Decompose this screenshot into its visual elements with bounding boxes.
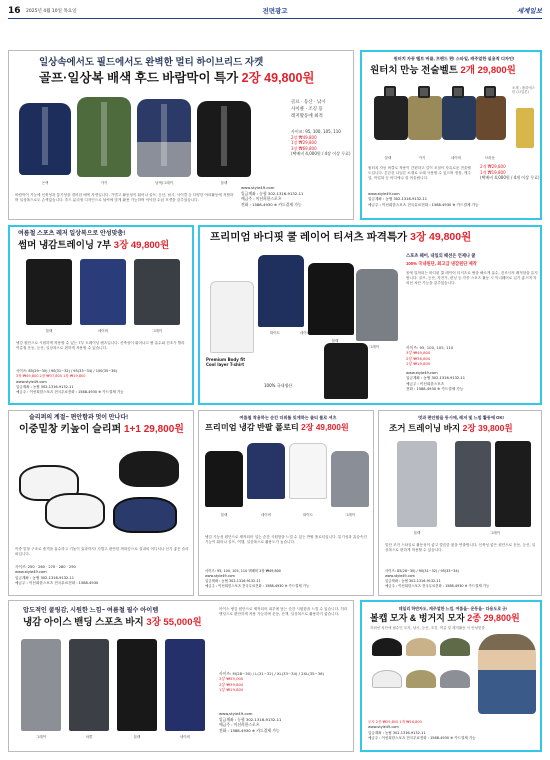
product-image-ice-pants — [15, 635, 211, 749]
color-label: 곤색 — [41, 181, 49, 185]
website-link[interactable]: www.style49.com — [385, 574, 415, 579]
polo-white-image — [289, 443, 327, 499]
ad-subtitle: 멋과 편안함을 동시에, 레저 및 느낌 활동에 OK! — [418, 415, 504, 420]
pants-navy-image — [80, 259, 126, 325]
color-label: 네이비 — [260, 513, 272, 517]
ad-title — [18, 240, 169, 252]
ad-title-price: 2장 39,800원 — [462, 423, 513, 433]
color-label: 브라운 — [484, 156, 496, 160]
color-label: 블랙 — [220, 513, 228, 517]
ad-note: 자외선 차단에 필수인 모자, 낚시, 등산, 조깅, 여름 및 레저활동 시 안성맞춤 — [370, 626, 485, 630]
website-link[interactable]: www.style49.com — [406, 371, 438, 375]
belt-khaki-image — [408, 96, 442, 140]
model-with-hat-image — [478, 634, 536, 714]
contact-block — [219, 711, 349, 734]
jacket-navy-gray-image — [137, 99, 191, 177]
ad-description: 냉감 원단으로 시원하게 착용할 수 있는 7부 트레이닝 팬츠입니다. 신축성이 뛰어나고 땀 흡수와 건조가 빨라 여름철 운동, 등산, 일상복으로 편하게 착용할 수 있습니다. — [16, 341, 185, 351]
polo-black-image — [205, 451, 243, 507]
belt-navy-image — [442, 96, 476, 140]
contact-block — [406, 371, 538, 393]
size-info: 사이즈: 250 · 260 · 270 · 280 · 290 — [15, 565, 76, 569]
website-link[interactable]: www.style49.com — [205, 574, 235, 579]
color-label: 화이트 — [269, 331, 281, 335]
ad-title-price: 3장 49,800원 — [410, 231, 472, 243]
color-label: 화이트 — [302, 513, 314, 517]
depositor: 예금주 : 이선희한스포츠 — [241, 196, 282, 202]
ad-title-text: 프리미엄 바디핏 쿨 레이어 티셔츠 파격특가 — [210, 231, 408, 243]
section-title: 전면광고 — [262, 7, 288, 15]
bank-account: 입금계좌 : 농협 302-1316-9132-11 — [368, 730, 426, 735]
ad-title-text: 볼캡 모자 & 벙거지 모자 — [370, 613, 465, 623]
contact-block — [368, 720, 540, 741]
phone-number[interactable]: 전화 : 1588-4930 ※ 카드결제 가능 — [406, 387, 464, 392]
ad-description: 바람막이 기능에 신축성과 통기성을 겸비한 배색 자켓입니다. 가볍고 활동성이 뛰어나 골프, 등산, 낚시, 사이클 등 다양한 야외활동에 적합하며 일상복으로도 손색없습니다. 후드 분리형 디자인으로 날씨에 맞게 활용 가능하며 넉넉한 수납 포켓을 갖추었습니다. — [15, 193, 234, 203]
color-label: 그레이 — [151, 329, 163, 333]
ad-title — [210, 231, 471, 244]
color-label: 네이비 — [299, 331, 311, 335]
depositor: 예금주 : 이선희한스포츠 전국무료전화 : 1588-4930 — [15, 581, 99, 586]
price-item: 3장 ₩69,800 — [291, 145, 317, 151]
bank-account: 입금계좌 : 농협 302-1316-9132-11 — [15, 575, 75, 580]
color-label: 블랙 — [133, 735, 141, 739]
ad-description: 냉감 기능성 원단으로 제작되어 입는 순간 시원함을 느낄 수 있는 반팔 폴로티입니다. 통기성과 흡습속건 기능이 뛰어나 골프, 여행, 일상복으로 활용도가 높습니다. — [205, 535, 367, 545]
ad-title-price: 2개 29,800원 — [460, 65, 516, 76]
buckle-image — [452, 86, 464, 98]
ad-title — [370, 65, 516, 77]
ad-caps-hats[interactable] — [360, 600, 542, 752]
feature-item: 사이클 · 조깅 등 — [291, 107, 323, 113]
ad-title-price: 2장 49,800원 — [241, 71, 315, 85]
material-note: 소재 : 폴리에스터 (나일론) — [512, 86, 535, 95]
ad-title-text: 원터치 만능 전술벨트 — [370, 65, 458, 76]
contact-block — [15, 565, 191, 587]
price-item: 1장 ₩29,800 — [291, 140, 317, 146]
bank-account: 입금계좌 : 농협 302-1316-9132-11 — [241, 190, 304, 196]
ad-headline: 스포츠 웨어, 내일의 패션은 언제나 쿨 — [406, 253, 476, 258]
tee-navy-image — [258, 255, 304, 327]
depositor: 예금주 : 이선희한스포츠 전국무료전화 : 1588-4930 ※ 카드결제 가능 — [385, 584, 490, 589]
slipper-black-image — [119, 451, 179, 487]
price-item: 2장 ₩39,800 — [219, 681, 244, 687]
bank-account: 입금계좌 : 농협 302-1316-9132-11 — [368, 197, 428, 202]
website-link[interactable]: www.style49.com — [368, 725, 399, 730]
pants-charcoal-image — [69, 639, 109, 731]
page-number: 16 — [8, 6, 21, 16]
ad-title-price: 2종 29,800원 — [467, 613, 520, 623]
price-item: 2장 ₩49,800 — [291, 134, 317, 140]
color-label: 차콜 — [85, 735, 93, 739]
website-link[interactable]: www.style49.com — [16, 379, 47, 384]
ad-jogger-pants[interactable] — [378, 410, 542, 596]
belt-black-image — [374, 96, 408, 140]
shipping-info: (택배비 4,000원 / 4장 이상 무료) — [291, 151, 351, 157]
website-link[interactable]: www.style49.com — [219, 711, 253, 716]
depositor: 예금주 : 이선희한스포츠 전국무료전화 : 1588-4930 ※ 카드결제 가능 — [16, 390, 124, 394]
shipping-info: (택배비 4,000원 / 4개 이상 무료) — [480, 175, 540, 181]
price-item: 2장 ₩36,800 — [406, 355, 431, 361]
buckle-image — [418, 86, 430, 98]
ad-title — [23, 617, 202, 629]
tee-black-image — [308, 263, 354, 335]
product-image-pants — [16, 257, 188, 339]
ad-title-text: 조거 트레이닝 바지 — [389, 423, 461, 433]
cap-gray-image — [440, 670, 470, 688]
ad-title-text: 냉감 아이스 밴딩 스포츠 바지 — [23, 617, 144, 628]
product-image-polos — [203, 437, 371, 537]
ad-title — [39, 71, 314, 87]
bank-account: 입금계좌 : 농협 302-1316-9132-11 — [16, 384, 74, 389]
pants-black-image — [26, 259, 72, 325]
color-label: 블랙 — [384, 156, 392, 160]
ad-subtitle: 원터치 자동 벨트 버클, 프랜드 편! 스타일, 캐주얼한 실용적 디자인! — [393, 56, 515, 61]
ad-title — [205, 423, 349, 433]
size-info: 사이즈: 95, 100, 105, 110 — [291, 129, 341, 134]
tee-model-image — [324, 343, 368, 399]
issue-date: 2025년 4월 10일 목요일 — [26, 9, 77, 14]
domestic-spec: 100% 국내생산 — [264, 383, 293, 388]
price-item: 1개 ₩19,800 — [480, 169, 506, 175]
ad-description: 아이스 냉감 원단으로 제작되어 피부에 닿는 순간 시원함을 느낄 수 있습니다. 허리 밴딩으로 편안하게 착용 가능하며 운동, 산책, 일상복으로 활용하기 좋습니다. — [219, 607, 348, 617]
cap-white-image — [372, 670, 402, 688]
contact-block — [368, 192, 540, 208]
ad-title — [370, 613, 520, 624]
price-info: 모자 2종 ₩29,800 1개 ₩16,800 — [368, 720, 422, 724]
price-list — [406, 345, 453, 366]
ad-title-text: 썸머 냉감트레이닝 7부 — [18, 240, 112, 251]
product-image-tshirts — [204, 247, 400, 403]
depositor: 예금주 : 이선희한스포츠 — [406, 381, 445, 386]
ad-title-text: 골프·일상복 배색 후드 바람막이 특가 — [39, 71, 239, 85]
phone-number[interactable]: 전화 : 1588-4930 ※ 카드결제 가능 — [241, 202, 302, 208]
feature-item: 골프 · 등산 · 낚시 — [291, 100, 326, 105]
jacket-navy-image — [19, 103, 71, 175]
bank-account: 입금계좌 : 농협 302-1316-9132-11 — [406, 376, 466, 381]
color-label: 그레이 — [35, 735, 47, 739]
cap-khaki-image — [406, 670, 436, 688]
ad-description: 몸에 밀착되는 바디핏 쿨 레이어 티셔츠로 땀을 빠르게 흡수, 건조시켜 쾌적함을 유지합니다. 골프, 등산, 자전거, 런닝 등 각종 스포츠 활동 시 이너웨어로 입기 좋으며 자외선 차단 기능을 갖추었습니다. — [406, 271, 538, 286]
ad-title-price: 1+1 29,800원 — [123, 424, 184, 435]
price-info: 3장 ₩49,800 2장 ₩37,800 1장 ₩19,800 — [16, 374, 86, 379]
color-label: 블랙 — [45, 329, 53, 333]
buckle-image — [484, 86, 496, 98]
ad-subtitle: 여름철 스포츠 레저 일상복으로 안성맞춤! — [18, 231, 126, 237]
badge-premium: Premium Body fit Cool layer T-shirt — [206, 357, 246, 368]
buckle-image — [384, 86, 396, 98]
color-label: 그레이 — [344, 513, 356, 517]
size-info: 사이즈: 95, 100, 105, 110 택배비 2장 ₩49,800 — [205, 569, 281, 573]
polo-gray-image — [331, 451, 369, 507]
price-item: 1장 ₩19,800 — [406, 360, 431, 366]
ad-title-price: 3장 55,000원 — [146, 617, 202, 628]
website-link[interactable]: www.style49.com — [241, 185, 275, 190]
pants-navy-image — [165, 639, 205, 731]
product-image-caps — [366, 634, 540, 718]
phone-number[interactable]: 전화 : 1588-4930 ※ 카드결제 가능 — [219, 728, 280, 734]
cap-beige-image — [406, 638, 436, 656]
bank-account: 입금계좌 : 농협 302-1316-9132-11 — [219, 716, 282, 722]
belt-brown-image — [476, 96, 506, 140]
price-list — [480, 164, 540, 181]
size-info: 사이즈: 95, 100, 105, 110 — [406, 345, 454, 350]
slipper-white-image — [45, 493, 105, 529]
product-image-belts — [368, 82, 508, 152]
color-label: 네이비 — [450, 156, 462, 160]
website-link[interactable]: www.style49.com — [368, 192, 400, 196]
ad-description: 원터치 자동 버클로 착용이 간편하고 길이 조절이 자유로운 전술벨트입니다. 튼튼한 나일론 소재로 오래 사용할 수 있으며 정장, 캐주얼, 작업복 등 어디에나 잘 어울립니다. — [368, 166, 471, 181]
contact-block — [205, 569, 371, 589]
contact-block — [16, 369, 192, 395]
jacket-khaki-image — [77, 97, 131, 177]
color-label: 블랙 — [220, 181, 228, 185]
size-info: 사이즈: 85(29~30) / 90(31~32) / 95(33~34) / 100(35~36) — [16, 369, 117, 373]
depositor: 예금주 : 이선희한스포츠 전국무료전화 : 1588-4930 ※ 카드결제 가능 — [368, 202, 479, 207]
ad-slipper[interactable] — [8, 410, 194, 596]
page-header — [8, 5, 542, 19]
feature-item: 레저활동에 최적 — [291, 114, 323, 120]
color-label: 네이비 — [97, 329, 109, 333]
color-label: 블랙 — [413, 531, 421, 535]
color-label: 블랙 — [331, 339, 339, 343]
size-info: 사이즈: M(28~30) / L(31~32) / XL(33~34) / 2XL(35~36) — [219, 671, 325, 676]
color-label: 네이비 — [179, 735, 191, 739]
jogger-dark-gray-image — [455, 441, 491, 527]
ad-title — [19, 424, 184, 437]
jacket-black-image — [197, 101, 251, 177]
depositor: 예금주 : 이선희한스포츠 전국무료전화 : 1588-4930 ※ 카드결제 가능 — [205, 584, 310, 589]
pants-gray-image — [21, 639, 61, 731]
price-list — [219, 671, 324, 692]
pants-gray-image — [134, 259, 180, 325]
depositor: 예금주 : 이선희한스포츠 — [219, 722, 260, 728]
tee-white-image — [210, 281, 254, 353]
ad-cool-layer-tshirt[interactable] — [198, 225, 542, 405]
ad-subtitle: 압도적인 쿨링감, 시원한 느낌~ 여름철 필수 아이템 — [23, 607, 159, 614]
tee-gray-image — [356, 269, 398, 341]
price-item: 3장 ₩49,800 — [406, 350, 431, 356]
price-item: 2개 ₩29,800 — [480, 164, 506, 169]
ad-cool-training-pants[interactable] — [8, 225, 194, 405]
jogger-light-gray-image — [397, 441, 437, 527]
ad-title-text: 이중밑창 키높이 슬리퍼 — [19, 424, 122, 435]
color-label: 카키 — [418, 156, 426, 160]
cap-olive-image — [440, 638, 470, 656]
ad-subtitle: 여름철 착용하는 순간 더위를 잊게하는 쿨티 폴로 셔츠 — [239, 415, 337, 420]
color-label: 남색/그레이 — [154, 181, 174, 185]
price-list — [291, 129, 351, 157]
ad-tactical-belt[interactable] — [360, 50, 542, 220]
ad-title-price: 3장 49,800원 — [113, 240, 170, 251]
slipper-navy-image — [113, 497, 177, 533]
price-item: 3장 ₩55,000 — [219, 676, 244, 682]
color-label: 카키 — [100, 181, 108, 185]
bank-account: 입금계좌 : 농협 302-1316-9132-11 — [385, 579, 441, 584]
product-image-joggers — [383, 437, 539, 541]
website-link[interactable]: www.style49.com — [15, 570, 47, 575]
belt-yellow-image — [516, 108, 534, 148]
depositor: 예금주 : 이선희한스포츠 전국무료전화 : 1588-4930 ※ 카드결제 가능 — [368, 735, 476, 740]
price-item: 1장 ₩19,800 — [219, 686, 244, 692]
product-image-jackets — [15, 93, 255, 193]
ad-title — [389, 423, 513, 434]
ad-title-text: 프리미엄 냉감 반팔 폴로티 — [205, 423, 299, 432]
newspaper-logo: 세계일보 — [516, 7, 542, 15]
ad-polo-shirt[interactable] — [198, 410, 374, 596]
ad-subtitle: 일상속에서도 필드에서도 완벽한 멀티 하이브리드 자켓 — [39, 57, 264, 68]
color-label: 그레이 — [368, 345, 380, 349]
bank-account: 입금계좌 : 농협 302-1316-9132-11 — [205, 579, 261, 584]
contact-block — [385, 569, 539, 589]
polo-navy-image — [247, 443, 285, 499]
ad-headline-2: 100% 국내원단, 최고급 냉감원단 제작 — [406, 261, 477, 266]
color-label: 그레이 — [489, 531, 501, 535]
ad-ice-banding-pants[interactable] — [8, 600, 354, 752]
size-info: 사이즈: 85(28~30) / 90(31~32) / 95(33~34) — [385, 569, 459, 573]
cap-black-image — [372, 638, 402, 656]
ad-title-price: 2장 49,800원 — [301, 423, 349, 432]
product-image-slippers — [15, 441, 189, 545]
contact-block — [241, 185, 351, 208]
pants-black-image — [117, 639, 157, 731]
ad-golf-jacket[interactable] — [8, 50, 354, 220]
feature-list — [291, 99, 326, 121]
ad-description: 밑단 조거 스타일로 활동성이 좋고 깔끔한 핏을 연출합니다. 신축성 좋은 원단으로 운동, 등산, 일상복으로 편하게 착용할 수 있습니다. — [385, 543, 536, 553]
ad-subtitle: 데일리 하반자도, 캐주얼한 느낌, 여름을~ 운동을~ 다용도로 굿! — [398, 606, 508, 611]
ad-subtitle: 슬리퍼의 계절~ 편안함과 멋이 만나다! — [29, 415, 129, 421]
ad-description: 이중 밑창 구조로 충격을 흡수하고 키높이 효과까지! 가볍고 편안한 착화감으로 실내외 어디서나 신기 좋은 슬리퍼입니다. — [15, 547, 189, 557]
jogger-black-image — [495, 441, 531, 527]
